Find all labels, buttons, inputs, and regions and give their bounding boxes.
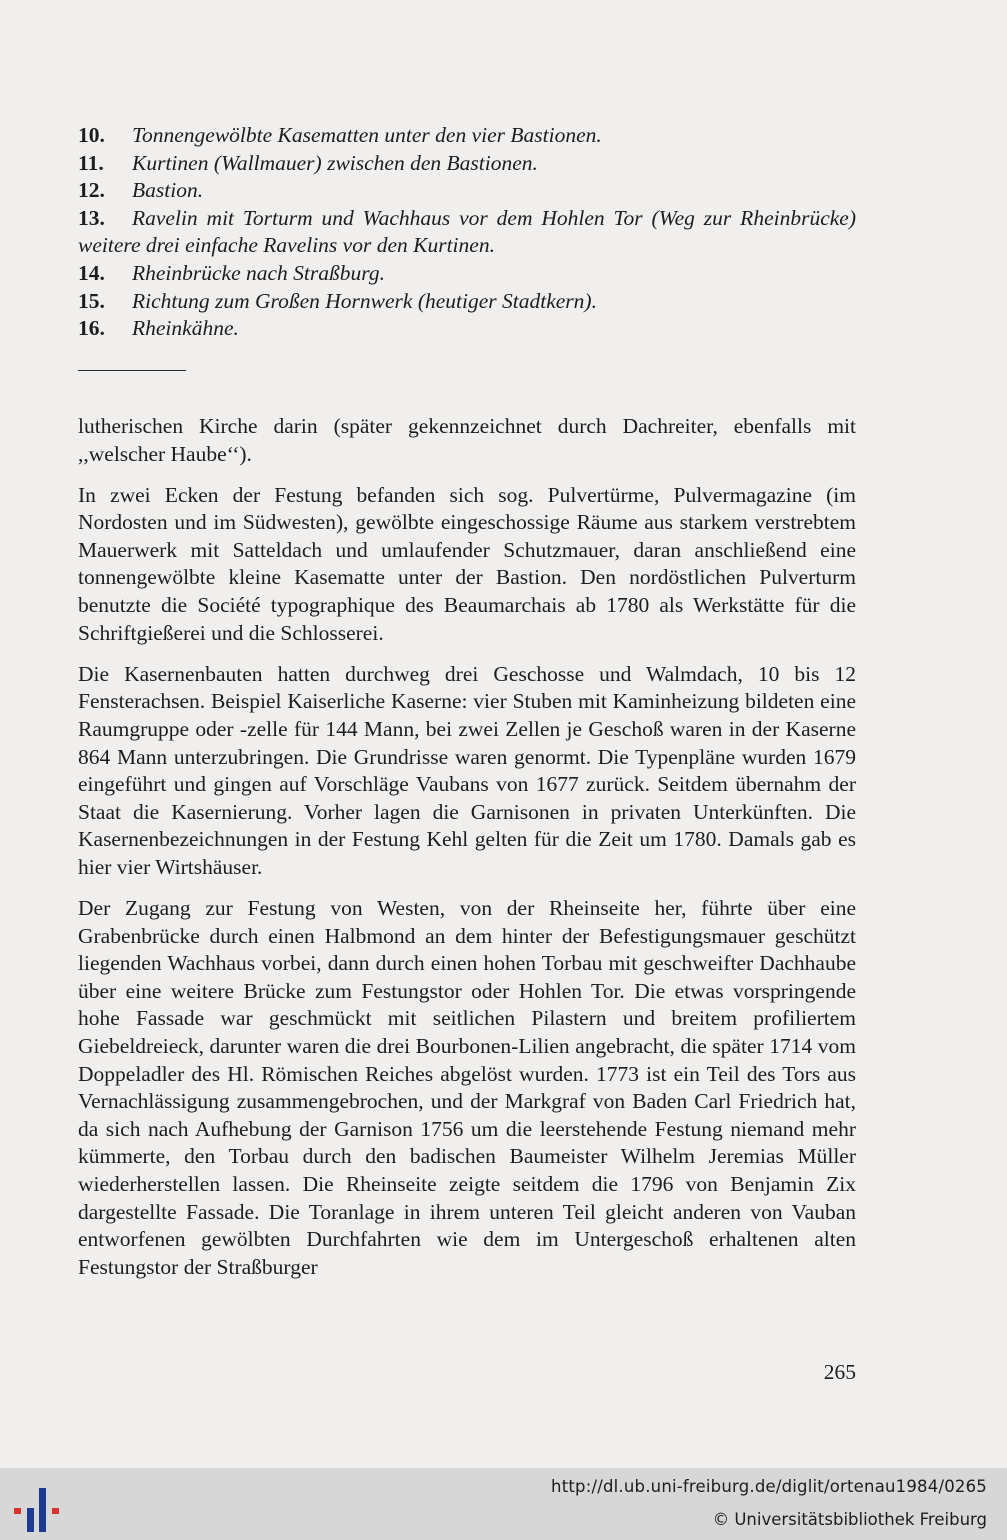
- legend-item: [78, 315, 856, 343]
- figure-legend: [78, 122, 856, 343]
- footer-bar: [0, 1468, 1007, 1540]
- legend-number: 15.: [78, 288, 105, 313]
- legend-item: [78, 260, 856, 288]
- legend-text: Kurtinen (Wallmauer) zwischen den Bastionen.: [132, 150, 538, 175]
- legend-text: Bastion.: [132, 178, 204, 203]
- legend-number: 16.: [78, 316, 105, 341]
- legend-item: [78, 177, 856, 205]
- paragraph: In zwei Ecken der Festung befanden sich sog. Pulvertürme, Pulvermagazine (im Nordosten und im Südwesten), gewölbte eingeschossige Räume aus starkem verstrebtem Mauerwerk mit Satteldach und umlaufender Schutzmauer, daran anschließend eine tonnengewölbte kleine Kasematte unter der Bastion. Den nordöstlichen Pulverturm benutzte die Société typographique des Beaumarchais ab 1780 als Werkstätte für die Schriftgießerei und die Schlosserei.: [78, 482, 856, 645]
- legend-number: 12.: [78, 178, 105, 203]
- legend-item: [78, 288, 856, 316]
- paragraph: Der Zugang zur Festung von Westen, von der Rheinseite her, führte über eine Grabenbrücke durch einen Halbmond an dem hinter der Befestigungsmauer geschützt liegenden Wachhaus vorbei, dann durch einen hohen Torbau mit geschweifter Dachhaube über eine weitere Brücke zum Festungstor oder Hohlen Tor. Die etwas vorspringende hohe Fassade war geschmückt mit seitlichen Pilastern und breitem profiliertem Giebeldreieck, darunter waren die drei Bourbonen-Lilien angebracht, die später 1714 vom Doppeladler des Hl. Römischen Reiches abgelöst wurden. 1773 ist ein Teil des Tors aus Vernachlässigung zusammengebrochen, und der Markgraf von Baden Carl Friedrich hat, da sich nach Aufhebung der Garnison 1756 um die leerstehende Festung niemand mehr kümmerte, den Torbau durch den badischen Baumeister Wilhelm Jeremias Müller wiederherstellen lassen. Die Rheinseite zeigte seitdem die 1796 von Benjamin Zix dargestellte Fassade. Die Toranlage in ihrem unteren Teil gleicht anderen von Vauban entworfenen gewölbten Durchfahrten wie dem im Untergeschoß erhaltenen alten Festungstor der Straßburger: [78, 896, 856, 1279]
- legend-text: Tonnengewölbte Kasematten unter den vier Bastionen.: [132, 123, 602, 147]
- legend-number: 11.: [78, 150, 104, 175]
- legend-number: 14.: [78, 260, 105, 285]
- legend-number: 13.: [78, 205, 105, 230]
- legend-item: [78, 150, 856, 178]
- legend-text: Ravelin mit Torturm und Wachhaus vor dem Hohlen Tor (Weg zur Rheinbrücke) weitere drei einfache Ravelins vor den Kurtinen.: [78, 205, 856, 258]
- page-number: 265: [823, 1360, 856, 1384]
- ub-freiburg-logo-icon: [14, 1480, 64, 1532]
- legend-item: [78, 205, 856, 260]
- body-text: [78, 413, 856, 1295]
- legend-number: 10.: [78, 123, 105, 147]
- copyright-notice: © Universitätsbibliothek Freiburg: [712, 1510, 987, 1529]
- paragraph: lutherischen Kirche darin (später gekennzeichnet durch Dachreiter, ebenfalls mit ,,welscher Haube‘‘).: [78, 414, 856, 466]
- legend-text: Rheinkähne.: [132, 316, 239, 341]
- separator-rule: [78, 370, 186, 371]
- legend-text: Rheinbrücke nach Straßburg.: [132, 260, 385, 285]
- paragraph: Die Kasernenbauten hatten durchweg drei Geschosse und Walmdach, 10 bis 12 Fensterachsen. Beispiel Kaiserliche Kaserne: vier Stuben mit Kaminheizung bildeten eine Raumgruppe oder -zelle für 144 Mann, bei zwei Zellen je Geschoß waren in der Kaserne 864 Mann unterzubringen. Die Grundrisse waren genormt. Die Typenpläne wurden 1679 eingeführt und gingen auf Vorschläge Vaubans von 1677 zurück. Seitdem übernahm der Staat die Kasernierung. Vorher lagen die Garnisonen in privaten Unterkünften. Die Kasernenbezeichnungen in der Festung Kehl gelten für die Zeit um 1780. Damals gab es hier vier Wirtshäuser.: [78, 661, 856, 879]
- legend-text: Richtung zum Großen Hornwerk (heutiger Stadtkern).: [132, 288, 597, 313]
- permalink-url[interactable]: http://dl.ub.uni-freiburg.de/diglit/ortenau1984/0265: [551, 1477, 987, 1496]
- legend-item: [78, 122, 856, 150]
